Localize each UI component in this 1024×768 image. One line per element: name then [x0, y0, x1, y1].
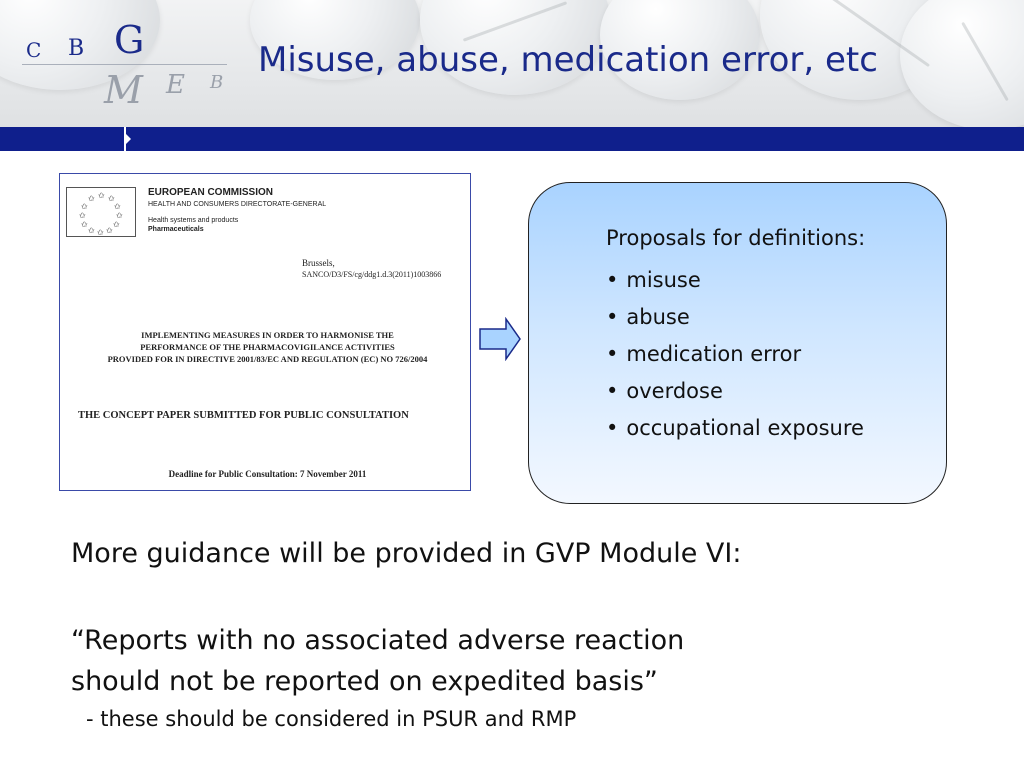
definitions-list — [606, 262, 864, 447]
eu-flag-icon: ✩ ✩ ✩ ✩ ✩ ✩ ✩ ✩ ✩ ✩ ✩ ✩ — [66, 187, 136, 237]
doc-heading-line: PERFORMANCE OF THE PHARMACOVIGILANCE ACTIVITIES — [140, 342, 395, 352]
quote-line: “Reports with no associated adverse reaction — [71, 625, 685, 656]
doc-city: Brussels, — [302, 258, 335, 268]
doc-heading-line: PROVIDED FOR IN DIRECTIVE 2001/83/EC AND REGULATION (EC) NO 726/2004 — [107, 354, 428, 364]
header-band — [0, 127, 1024, 151]
quote-line: should not be reported on expedited basis” — [71, 666, 658, 697]
slide-title: Misuse, abuse, medication error, etc — [258, 40, 878, 80]
logo-letter: B — [210, 72, 224, 93]
list-item: • abuse — [606, 299, 864, 336]
logo-letter: E — [166, 70, 185, 100]
doc-directorate: HEALTH AND CONSUMERS DIRECTORATE-GENERAL — [148, 201, 327, 208]
callout-heading: Proposals for definitions: — [606, 226, 866, 250]
list-item: • misuse — [606, 262, 864, 299]
logo-letter: G — [114, 18, 145, 62]
doc-organisation: EUROPEAN COMMISSION — [148, 187, 274, 198]
band-arrow-icon — [124, 132, 131, 146]
list-item: • overdose — [606, 373, 864, 410]
doc-heading — [70, 329, 465, 365]
doc-unit: Health systems and products — [148, 217, 239, 224]
doc-deadline: Deadline for Public Consultation: 7 November 2011 — [168, 469, 367, 479]
logo-letter: B — [68, 36, 85, 61]
logo-letter: M — [104, 68, 143, 112]
note-text: - these should be considered in PSUR and RMP — [86, 707, 577, 731]
right-arrow-icon — [478, 317, 522, 361]
cbg-meb-logo — [22, 18, 232, 113]
list-item: • medication error — [606, 336, 864, 373]
doc-concept-title: THE CONCEPT PAPER SUBMITTED FOR PUBLIC CONSULTATION — [78, 410, 409, 421]
guidance-text: More guidance will be provided in GVP Module VI: — [71, 538, 742, 569]
logo-letter: C — [26, 38, 42, 62]
doc-heading-line: IMPLEMENTING MEASURES IN ORDER TO HARMONISE THE — [141, 330, 394, 340]
doc-unit-sub: Pharmaceuticals — [148, 226, 204, 233]
quote-block — [71, 620, 684, 702]
document-thumbnail — [59, 173, 471, 491]
list-item: • occupational exposure — [606, 410, 864, 447]
doc-reference: SANCO/D3/FS/cg/ddg1.d.3(2011)1003866 — [302, 270, 442, 279]
logo-divider — [22, 64, 227, 65]
